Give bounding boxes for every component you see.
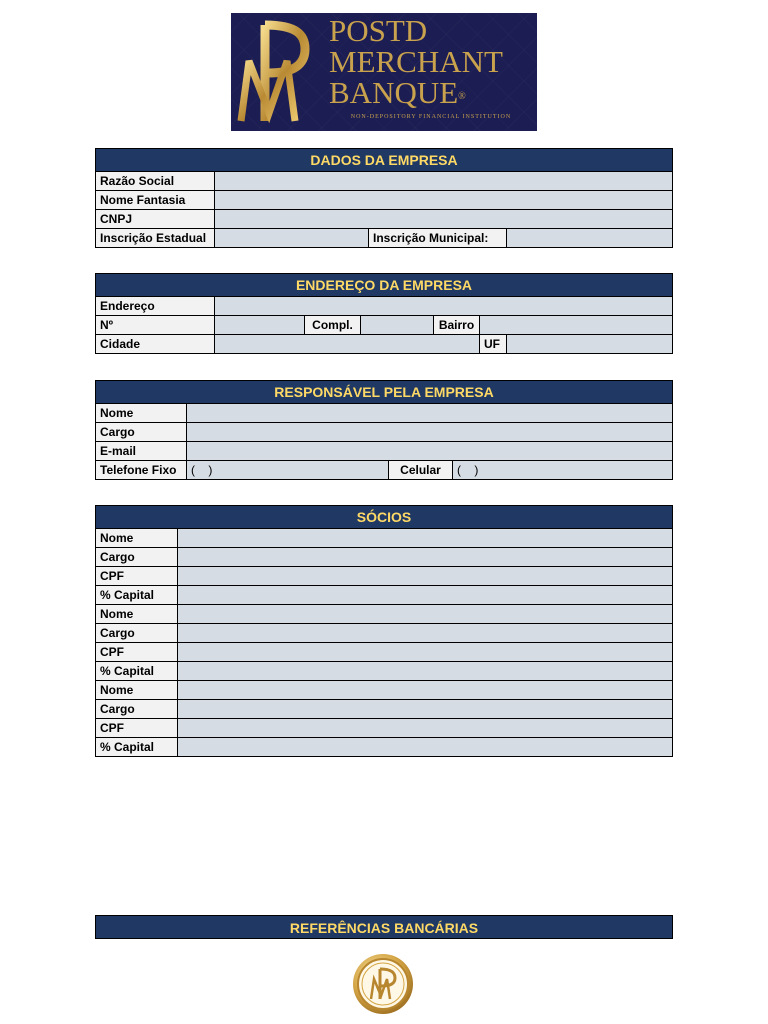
nome-fantasia-label: Nome Fantasia [96, 191, 215, 209]
responsavel-email-label: E-mail [96, 442, 187, 460]
referencias-bancarias-title: REFERÊNCIAS BANCÁRIAS [95, 915, 673, 939]
inscricao-municipal-label: Inscrição Municipal: [369, 229, 507, 247]
form-row [96, 529, 672, 548]
socio-cpf-label: CPF [96, 643, 178, 661]
cnpj-label: CNPJ [96, 210, 215, 228]
socio-cargo-label: Cargo [96, 548, 178, 566]
numero-field[interactable] [215, 316, 305, 334]
socio-cpf-field[interactable] [178, 567, 672, 585]
socio-cpf-label: CPF [96, 719, 178, 737]
form-row [96, 719, 672, 738]
responsavel-cargo-label: Cargo [96, 423, 187, 441]
telefone-fixo-field[interactable]: ( ) [187, 461, 389, 479]
compl-field[interactable] [361, 316, 434, 334]
numero-label: Nº [96, 316, 215, 334]
responsavel-title: RESPONSÁVEL PELA EMPRESA [96, 381, 672, 404]
form-row [96, 404, 672, 423]
socio-cargo-label: Cargo [96, 700, 178, 718]
cidade-field[interactable] [215, 335, 480, 353]
brand-line-3: BANQUE® [329, 75, 466, 110]
brand-tagline: NON-DEPOSITORY FINANCIAL INSTITUTION [350, 114, 512, 120]
celular-field[interactable]: ( ) [453, 461, 672, 479]
form-row [96, 191, 672, 210]
socio-capital-field[interactable] [178, 586, 672, 604]
inscricao-estadual-field[interactable] [215, 229, 369, 247]
bairro-label: Bairro [434, 316, 480, 334]
cnpj-field[interactable] [215, 210, 672, 228]
endereco-empresa-title: ENDEREÇO DA EMPRESA [96, 274, 672, 297]
pm-monogram-icon [235, 17, 327, 129]
responsavel-section [95, 380, 673, 480]
endereco-label: Endereço [96, 297, 215, 315]
form-row [96, 297, 672, 316]
socio-nome-field[interactable] [178, 529, 672, 547]
form-row [96, 681, 672, 700]
socio-capital-label: % Capital [96, 738, 178, 756]
form-row [96, 423, 672, 442]
uf-label: UF [480, 335, 507, 353]
responsavel-email-field[interactable] [187, 442, 672, 460]
form-row [96, 643, 672, 662]
socio-nome-label: Nome [96, 605, 178, 623]
socio-cargo-label: Cargo [96, 624, 178, 642]
brand-name [329, 15, 537, 108]
pm-seal-icon [352, 953, 414, 1015]
socio-capital-label: % Capital [96, 662, 178, 680]
socios-title: SÓCIOS [96, 506, 672, 529]
form-row [96, 700, 672, 719]
form-row [96, 738, 672, 756]
form-row [96, 605, 672, 624]
form-row [96, 461, 672, 479]
socio-nome-field[interactable] [178, 605, 672, 623]
company-logo-banner [231, 13, 537, 131]
responsavel-nome-field[interactable] [187, 404, 672, 422]
socios-section [95, 505, 673, 757]
form-row [96, 624, 672, 643]
inscricao-estadual-label: Inscrição Estadual [96, 229, 215, 247]
form-row [96, 662, 672, 681]
celular-label: Celular [389, 461, 453, 479]
form-row [96, 229, 672, 247]
form-row [96, 442, 672, 461]
brand-line-2: MERCHANT [329, 44, 503, 79]
razao-social-field[interactable] [215, 172, 672, 190]
uf-field[interactable] [507, 335, 672, 353]
form-row [96, 316, 672, 335]
inscricao-municipal-field[interactable] [507, 229, 672, 247]
dados-empresa-title: DADOS DA EMPRESA [96, 149, 672, 172]
form-row [96, 172, 672, 191]
razao-social-label: Razão Social [96, 172, 215, 190]
socio-cpf-field[interactable] [178, 719, 672, 737]
socio-cargo-field[interactable] [178, 700, 672, 718]
form-row [96, 567, 672, 586]
socio-capital-field[interactable] [178, 738, 672, 756]
responsavel-nome-label: Nome [96, 404, 187, 422]
brand-line-1: POSTD [329, 13, 428, 48]
responsavel-cargo-field[interactable] [187, 423, 672, 441]
telefone-fixo-label: Telefone Fixo [96, 461, 187, 479]
form-row [96, 586, 672, 605]
socio-capital-field[interactable] [178, 662, 672, 680]
form-row [96, 548, 672, 567]
socio-cpf-label: CPF [96, 567, 178, 585]
socio-capital-label: % Capital [96, 586, 178, 604]
endereco-empresa-section [95, 273, 673, 354]
socio-nome-label: Nome [96, 681, 178, 699]
socio-nome-field[interactable] [178, 681, 672, 699]
bairro-field[interactable] [480, 316, 672, 334]
socio-cargo-field[interactable] [178, 624, 672, 642]
socio-cargo-field[interactable] [178, 548, 672, 566]
form-row [96, 210, 672, 229]
dados-empresa-section [95, 148, 673, 248]
compl-label: Compl. [305, 316, 361, 334]
socio-nome-label: Nome [96, 529, 178, 547]
form-row [96, 335, 672, 353]
endereco-field[interactable] [215, 297, 672, 315]
cidade-label: Cidade [96, 335, 215, 353]
nome-fantasia-field[interactable] [215, 191, 672, 209]
socio-cpf-field[interactable] [178, 643, 672, 661]
